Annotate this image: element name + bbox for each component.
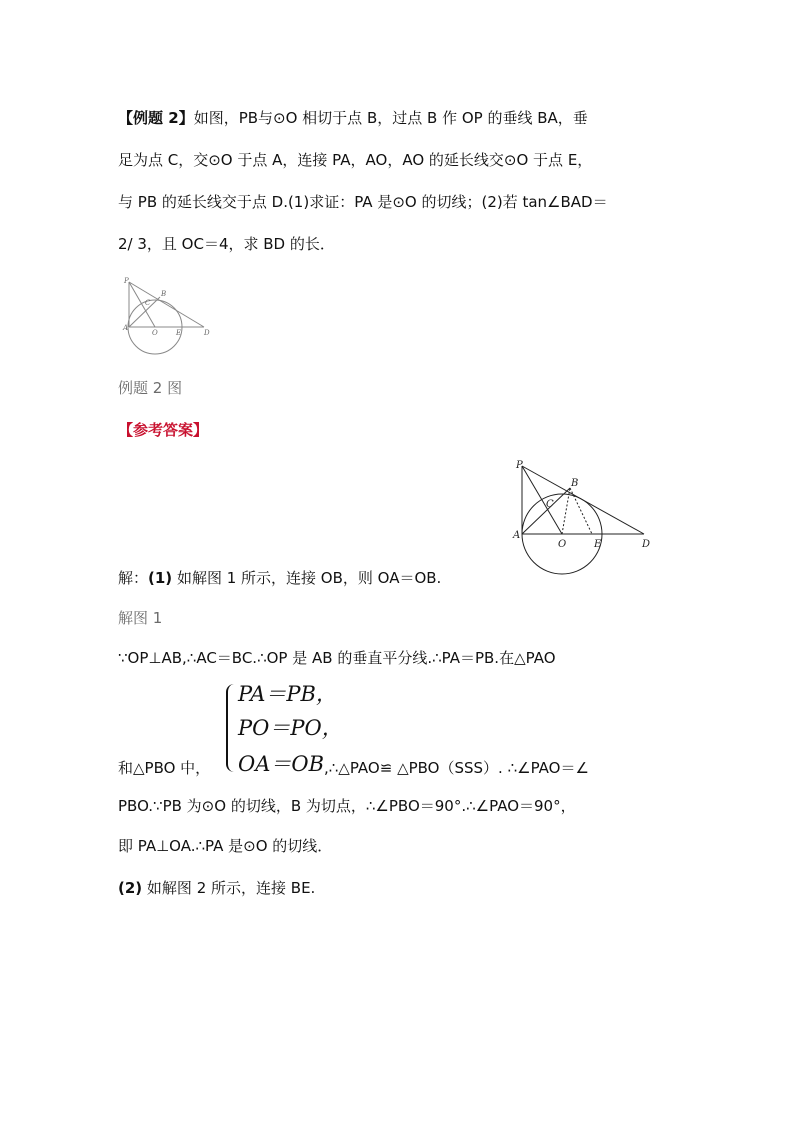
solution-and-pbo: 和△PBO 中， bbox=[118, 759, 211, 777]
solution-figure-caption: 解图 1 bbox=[118, 609, 163, 627]
example-tag-open: 【 bbox=[118, 109, 134, 127]
sol-label-d: D bbox=[642, 539, 651, 550]
sol-label-o: O bbox=[558, 539, 567, 550]
system-brace bbox=[226, 684, 238, 772]
sol-label-b: B bbox=[571, 478, 579, 489]
solution-prefix: 解： bbox=[118, 569, 149, 587]
example-line-3: 与 PB 的延长线交于点 D.(1)求证：PA 是⊙O 的切线；(2)若 tan∠BAD＝ bbox=[118, 193, 608, 211]
example-line-4: 2/ 3，且 OC＝4，求 BD 的长． bbox=[118, 235, 335, 253]
system-eq-1: PA＝PB， bbox=[238, 682, 337, 706]
label-d: D bbox=[204, 329, 210, 337]
solution-line-1 bbox=[118, 568, 441, 588]
solution-congruence: ,∴△PAO≌ △PBO（SSS）. ∴∠PAO＝∠ bbox=[324, 759, 589, 777]
label-c: C bbox=[145, 299, 151, 307]
example-figure bbox=[118, 272, 218, 360]
label-a: A bbox=[123, 324, 129, 332]
part2-text: 如解图 2 所示，连接 BE. bbox=[142, 879, 316, 897]
solution-number: (1) bbox=[148, 569, 173, 587]
example-tag-label: 例题 2 bbox=[133, 109, 179, 127]
example-line-1 bbox=[118, 108, 588, 128]
part2-number: (2) bbox=[118, 879, 143, 897]
system-eq-2: PO＝PO， bbox=[238, 716, 343, 740]
solution-line-po bbox=[522, 466, 562, 534]
label-b: B bbox=[161, 290, 167, 298]
sol-label-p: P bbox=[516, 460, 523, 471]
solution-line-conclude: 即 PA⊥OA.∴PA 是⊙O 的切线． bbox=[118, 837, 333, 855]
solution-line-pbo: PBO.∵PB 为⊙O 的切线，B 为切点，∴∠PBO＝90°.∴∠PAO＝90°， bbox=[118, 797, 576, 815]
system-eq-3: OA＝OB bbox=[238, 752, 325, 776]
example-text-1: 如图，PB与⊙O 相切于点 B，过点 B 作 OP 的垂线 BA，垂 bbox=[193, 109, 588, 127]
label-e: E bbox=[176, 329, 182, 337]
solution-text: 如解图 1 所示，连接 OB，则 OA＝OB. bbox=[172, 569, 442, 587]
solution-part-2 bbox=[118, 878, 315, 898]
answer-heading: 【参考答案】 bbox=[118, 421, 209, 439]
label-o: O bbox=[152, 329, 158, 337]
label-p: P bbox=[124, 277, 129, 285]
solution-figure-1 bbox=[510, 456, 658, 582]
example-line-2: 足为点 C，交⊙O 于点 A，连接 PA，AO，AO 的延长线交⊙O 于点 E， bbox=[118, 151, 593, 169]
sol-label-e: E bbox=[594, 539, 602, 550]
solution-line-perp: ∵OP⊥AB,∴AC＝BC.∴OP 是 AB 的垂直平分线.∴PA＝PB.在△PAO bbox=[118, 649, 556, 667]
figure-caption: 例题 2 图 bbox=[118, 379, 183, 397]
sol-label-c: C bbox=[546, 499, 554, 510]
sol-label-a: A bbox=[513, 530, 521, 541]
example-tag-close: 】 bbox=[178, 109, 194, 127]
figure-line-po bbox=[129, 282, 155, 327]
